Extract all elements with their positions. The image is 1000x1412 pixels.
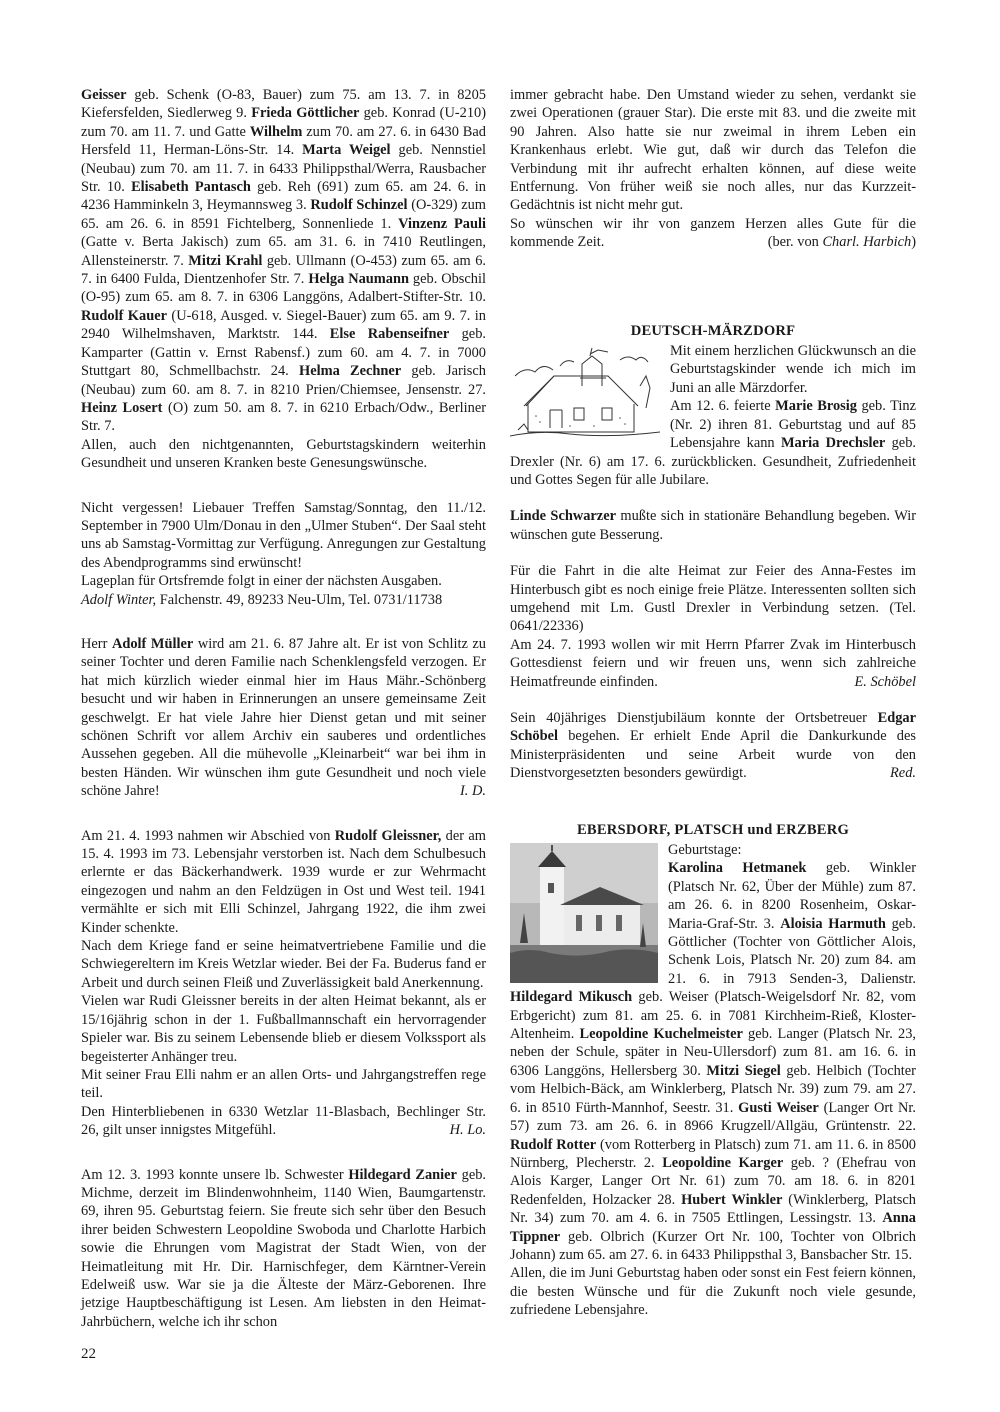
gleissner-intro: Am 21. 4. 1993 nahmen wir Abschied von — [81, 827, 335, 844]
contact-line — [81, 591, 486, 609]
eb-text-6: (Langer Ort Nr. 57) zum 73. am 26. 6. in 8966 Krugzell/Allgäu, Grüntenstr. 22. — [510, 1099, 916, 1135]
deutsch-maerzdorf-heading: DEUTSCH-MÄRZDORF — [630, 322, 796, 339]
gleissner-paragraph-3: Vielen war Rudi Gleissner bereits in der alten Heimat bekannt, als er 15/16jährig schon in der 1. Fußballmannschaft ein hervorragender Spieler war. Bis zu seinem Lebensende blieb er diesem Volkssport als begeisterter Anhänger treu. — [81, 993, 486, 1065]
birthday-text: (O-329) zum 65. am 26. 6. in 8591 Fichtelberg, Sonnenliede 1. — [81, 197, 486, 232]
dm-text-c: geb. Drexler (Nr. 6) am 17. 6. zurückblicken. Gesundheit, Zufriedenheit und Gottes Segen für alle Jubilare. — [510, 435, 916, 488]
jubilaeum-text: begehen. Er erhielt Ende April die Dankurkunde des Ministerpräsidenten und seine Arbeit wurde von den Dienstvorgesetzten besonders gewürdigt. — [510, 728, 916, 782]
birthday-name: Rudolf Kauer — [81, 307, 167, 324]
eb-name-5: Mitzi Siegel — [706, 1062, 781, 1079]
ebersdorf-intro: Geburtstage: — [668, 842, 742, 858]
dm-text-b: geb. Tinz (Nr. 2) ihren 81. Geburtstag und auf 85 Lebensjahre kann — [670, 398, 916, 452]
birthday-text: geb. Konrad (U-210) zum 70. am 11. 7. und Gatte — [81, 105, 487, 140]
anna-fest-text: Am 24. 7. 1993 wollen wir mit Herrn Pfarrer Zvak im Hinterbusch Gottesdienst feiern und wir freuen uns, wenn sich zahlreiche Heimatfreunde einfinden. — [510, 636, 916, 690]
birthday-text: (Gatte v. Berta Jakisch) zum 65. am 31. 6. in 7410 Reutlingen, Allensteinerstr. 7. — [81, 234, 486, 269]
eb-text-8: geb. ? (Ehefrau von Alois Karger, Langer Ort Nr. 61) zum 70. am 18. 6. in 8201 Redenfelden, Holzacker 28. — [510, 1154, 916, 1208]
anna-fest-notice: Für die Fahrt in die alte Heimat zur Feier des Anna-Festes im Hinterbusch gibt es noch einige freie Plätze. Interessenten sollten sich umgehend mit Lm. Gustl Drexler in Verbindung setzen. (Tel. 0641/22336) — [510, 563, 916, 635]
church-photo — [510, 843, 658, 983]
birthday-text: geb. Kamparter (Gattin v. Ernst Rabensf.) zum 60. am 4. 7. in 7000 Stuttgart 80, Schmellbachstr. 24. — [81, 326, 486, 380]
birthday-name: Vinzenz Pauli — [398, 215, 487, 232]
left-column — [81, 86, 486, 1331]
eb-text-1: geb. Winkler (Platsch Nr. 62, Über der Mühle) zum 87. am 26. 6. in 8200 Rosenheim, Oskar-Maria-Graf-Str. 3. — [668, 860, 916, 932]
deutsch-maerzdorf-greeting: Mit einem herzlichen Glückwunsch an die Geburtstagskinder wende ich mich im Juni an alle Märzdorfer. — [670, 343, 916, 396]
birthday-name: Geisser — [81, 87, 127, 103]
eb-name-8: Leopoldine Karger — [662, 1154, 784, 1171]
zanier-wish — [510, 215, 916, 252]
eb-name-4: Leopoldine Kuchelmeister — [579, 1026, 743, 1043]
gleissner-paragraph-5 — [81, 1103, 486, 1140]
ebersdorf-wishes: Allen, die im Juni Geburtstag haben oder sonst ein Fest feiern können, die besten Wünsche und für die Zukunft noch viele gesunde, zufriedene Lebensjahre. — [510, 1265, 916, 1319]
eb-text-2: geb. Göttlicher (Tochter von Göttlicher Alois, Schenk Lois, Platsch Nr. 20) zum 84. am 21. 6. in 7913 Senden-3, Dalienstr. — [668, 915, 916, 987]
mueller-body: wird am 21. 6. 87 Jahre alt. Er ist von Schlitz zu seiner Tochter und deren Familie nach Schenklengsfeld verzogen. Er hat mich kürzlich wieder einmal hier im Haus Mähr.-Schönberg besucht und wir haben in Erinnerungen an unsere gemeinsame Zeit geschwelgt. Er hat viele Jahre hier Dienst getan und mit seiner schönen Schrift vor allem Archiv ein sauberes und ordentliches Aussehen gegeben. All die mühevolle „Kleinarbeit“ war bei ihm in besten Händen. Wir wünschen ihm gute Gesundheit und noch viele schöne Jahre! — [81, 635, 487, 800]
birthday-name: Helga Naumann — [308, 271, 409, 288]
birthday-name: Elisabeth Pantasch — [131, 179, 251, 196]
chapel-sketch-image — [510, 346, 660, 438]
eb-text-10: geb. Olbrich (Kurzer Ort Nr. 100, Tochter von Olbrich Johann) zum 65. am 27. 6. in 6433 Philippsthal 3, Bansbacher Str. 15. — [510, 1228, 916, 1263]
mueller-intro: Herr — [81, 635, 112, 652]
contact-details: Falchenstr. 49, 89233 Neu-Ulm, Tel. 0731/11738 — [156, 591, 443, 608]
eb-text-5: geb. Helbich (Tochter vom Helbich-Bäck, am Winklerberg, Platsch Nr. 39) zum 79. am 27. 6. in 8510 Fürth-Mannhof, Seestr. 31. — [510, 1062, 916, 1116]
gleissner-paragraph-4: Mit seiner Frau Elli nahm er an allen Orts- und Jahrgangstreffen rege teil. — [81, 1066, 486, 1102]
zanier-sig-prefix: (ber. von — [767, 234, 823, 251]
schwarzer-note — [510, 507, 916, 544]
gleissner-article — [81, 827, 486, 937]
treffen-notice: Nicht vergessen! Liebauer Treffen Samstag/Sonntag, den 11./12. September in 7900 Ulm/Donau in den „Ulmer Stuben“. Der Saal steht uns ab Samstag-Vormittag zur Verfügung. Anregungen zur Gestaltung des Abendprogramms sind erwünscht! — [81, 499, 486, 571]
gleissner-signature: H. Lo. — [449, 1122, 486, 1139]
schwarzer-name: Linde Schwarzer — [510, 508, 616, 525]
birthday-name: Marta Weigel — [302, 142, 391, 159]
gleissner-paragraph-2: Nach dem Kriege fand er seine heimatvertriebene Familie und die Schwiegereltern im Kreis Wetzlar wieder. Bei der Fa. Buderus fand er Arbeit und durch seinen Fleiß und Zuverlässigkeit bald Anerkennung. — [81, 938, 486, 991]
birthday-name: Rudolf Schinzel — [310, 197, 408, 214]
birthday-text: geb. Schenk (O-83, Bauer) zum 75. am 13. 7. in 8205 Kiefersfelden, Siedlerweg 9. — [81, 87, 486, 122]
eb-name-7: Rudolf Rotter — [510, 1136, 597, 1153]
lageplan-note: Lageplan für Ortsfremde folgt in einer der nächsten Ausgaben. — [81, 573, 442, 590]
mueller-article — [81, 635, 486, 801]
eb-text-9: (Winklerberg, Platsch Nr. 34) zum 70. am 4. 6. in 7505 Ettlingen, Lessingstr. 13. — [510, 1191, 916, 1227]
eb-name-1: Karolina Hetmanek — [668, 860, 807, 877]
edgar-schoebel-name: Edgar Schöbel — [510, 709, 916, 745]
anna-fest-service — [510, 636, 916, 691]
birthday-text: geb. Ullmann (O-453) zum 65. am 6. 7. in 6400 Fulda, Dientzenhofer Str. 7. — [81, 252, 486, 288]
birthday-name: Helma Zechner — [299, 363, 402, 380]
eb-text-4: geb. Langer (Platsch Nr. 23, neben der Schule, später in Neu-Ullersdorf) zum 81. am 16. 6. in 6306 Langgöns, Hellersberg 30. — [510, 1026, 917, 1079]
zanier-article — [81, 1166, 486, 1332]
mueller-signature: I. D. — [460, 783, 486, 800]
eb-name-3: Hildegard Mikusch — [510, 989, 633, 1006]
birthday-wishes: Allen, auch den nichtgenannten, Geburtstagskindern weiterhin Gesundheit und unseren Kranken beste Genesungswünsche. — [81, 436, 486, 472]
eb-name-2: Aloisia Harmuth — [780, 915, 886, 932]
page-number: 22 — [81, 1346, 96, 1362]
birthday-name: Wilhelm — [249, 123, 303, 140]
birthday-name: Else Rabenseifner — [329, 326, 450, 343]
zanier-sig-name: Charl. Harbich — [822, 234, 912, 251]
eb-name-9: Hubert Winkler — [681, 1191, 783, 1208]
jubilaeum-intro: Sein 40jähriges Dienstjubiläum konnte der Ortsbetreuer — [510, 709, 878, 726]
eb-name-6: Gusti Weiser — [738, 1099, 819, 1116]
dm-text-a: Am 12. 6. feierte — [670, 398, 776, 415]
church-photo-svg — [510, 843, 658, 983]
marie-brosig-name: Marie Brosig — [775, 398, 857, 415]
contact-name: Adolf Winter, — [81, 591, 157, 608]
maria-drechsler-name: Maria Drechsler — [780, 435, 886, 452]
gleissner-body: der am 15. 4. 1993 im 73. Lebensjahr verstorben ist. Nach dem Schulbesuch erlernte er das Bäckerhandwerk. 1939 wurde er zur Wehrmacht eingezogen und nahm an den Feldzügen in Ost und West teil. 1941 vermählte er sich mit Elli Schinzel, Jahrgang 1922, die ihm zwei Kinder schenkte. — [81, 827, 486, 936]
birthday-text: zum 70. am 27. 6. in 6430 Bad Hersfeld 11, Herman-Löns-Str. 14. — [81, 123, 486, 159]
right-column — [510, 86, 916, 1320]
anna-fest-signature: E. Schöbel — [854, 673, 916, 690]
birthday-text: geb. Reh (691) zum 65. am 24. 6. in 4236 Hamminkeln 3, Heymannsweg 3. — [81, 179, 486, 214]
gleissner-condolence: Den Hinterbliebenen in 6330 Wetzlar 11-Blasbach, Bechlinger Str. 26, gilt unser innigstes Mitgefühl. — [81, 1103, 486, 1139]
eb-text-7: (vom Rotterberg in Platsch) zum 71. am 11. 6. in 8500 Nürnberg, Plecherstr. 2. — [510, 1136, 916, 1171]
chapel-sketch-svg — [510, 346, 660, 438]
zanier-signature — [768, 233, 916, 251]
mueller-name: Adolf Müller — [111, 635, 194, 652]
zanier-body: geb. Michme, derzeit im Blindenwohnheim, 1140 Wien, Baumgartenstr. 69, ihren 95. Geburtstag feiern. Sie freute sich sehr über den Besuch ihrer beiden Schwestern Leopoldine Swoboda und Charlotte Harbich sowie die Ehrungen vom Magistrat der Stadt Wien, von der Heimatleitung mit Hr. Dir. Harnischfeger, dem Kärntner-Verein Edelweiß usw. War sie ja die Älteste der März-Geborenen. Ihre jetzige Hauptbeschäftigung ist Lesen. Am liebsten in den Heimat-Jahrbüchern, welche ich ihr schon — [81, 1166, 486, 1330]
birthday-list — [81, 86, 486, 436]
zanier-name: Hildegard Zanier — [348, 1166, 457, 1183]
zanier-continuation: immer gebracht habe. Den Umstand wieder zu sehen, verdankt sie zwei Operationen (grauer Star). Die erste mit 83. und die zweite mit 90 Jahren. Also hatte sie nur zweimal in ihrem Leben ein Krankenhaus erlebt. Wie gut, daß wir durch das Telefon die Verbindung mit ihr aufrecht erhalten können, auf diese weite Entfernung. Von früher weiß sie noch alles, nur das Kurzzeit-Gedächtnis ist nicht mehr gut. — [510, 87, 916, 214]
birthday-text: geb. Jarisch (Neubau) zum 60. am 8. 7. in 8210 Prien/Chiemsee, Jensenstr. 27. — [81, 363, 486, 398]
ebersdorf-heading: EBERSDORF, PLATSCH und ERZBERG — [576, 821, 849, 838]
birthday-text: (O) zum 50. am 8. 7. in 6210 Erbach/Odw., Berliner Str. 7. — [81, 399, 486, 435]
schwarzer-text: mußte sich in stationäre Behandlung begeben. Wir wünschen gute Besserung. — [510, 508, 916, 543]
zanier-intro: Am 12. 3. 1993 konnte unsere lb. Schwester — [81, 1166, 349, 1183]
birthday-text: geb. Obschil (O-95) zum 65. am 8. 7. in 6306 Langgöns, Adalbert-Stifter-Str. 10. — [81, 271, 486, 306]
zanier-wish-text: So wünschen wir ihr von ganzem Herzen alles Gute für die kommende Zeit. — [510, 215, 916, 251]
eb-text-3: geb. Weiser (Platsch-Weigelsdorf Nr. 82, vom Erbgericht) zum 81. am 25. 6. in 7081 Kirchheim-Rieß, Kloster-Altenheim. — [510, 989, 916, 1043]
zanier-sig-suffix: ) — [911, 234, 916, 251]
birthday-name: Frieda Göttlicher — [251, 105, 360, 122]
birthday-name: Heinz Losert — [81, 399, 163, 416]
birthday-text: (U-618, Ausged. v. Siegel-Bauer) zum 65. am 9. 7. in 2940 Wilhelmshaven, Marktstr. 144. — [81, 307, 486, 343]
gleissner-name: Rudolf Gleissner, — [334, 827, 442, 844]
jubilaeum-signature: Red. — [890, 765, 916, 782]
birthday-name: Mitzi Krahl — [188, 252, 263, 269]
birthday-text: geb. Nennstiel (Neubau) zum 70. am 11. 7. in 6433 Philippsthal/Werra, Rausbacher Str. 10. — [81, 142, 486, 196]
jubilaeum-note — [510, 709, 916, 783]
eb-name-10: Anna Tippner — [510, 1210, 916, 1245]
